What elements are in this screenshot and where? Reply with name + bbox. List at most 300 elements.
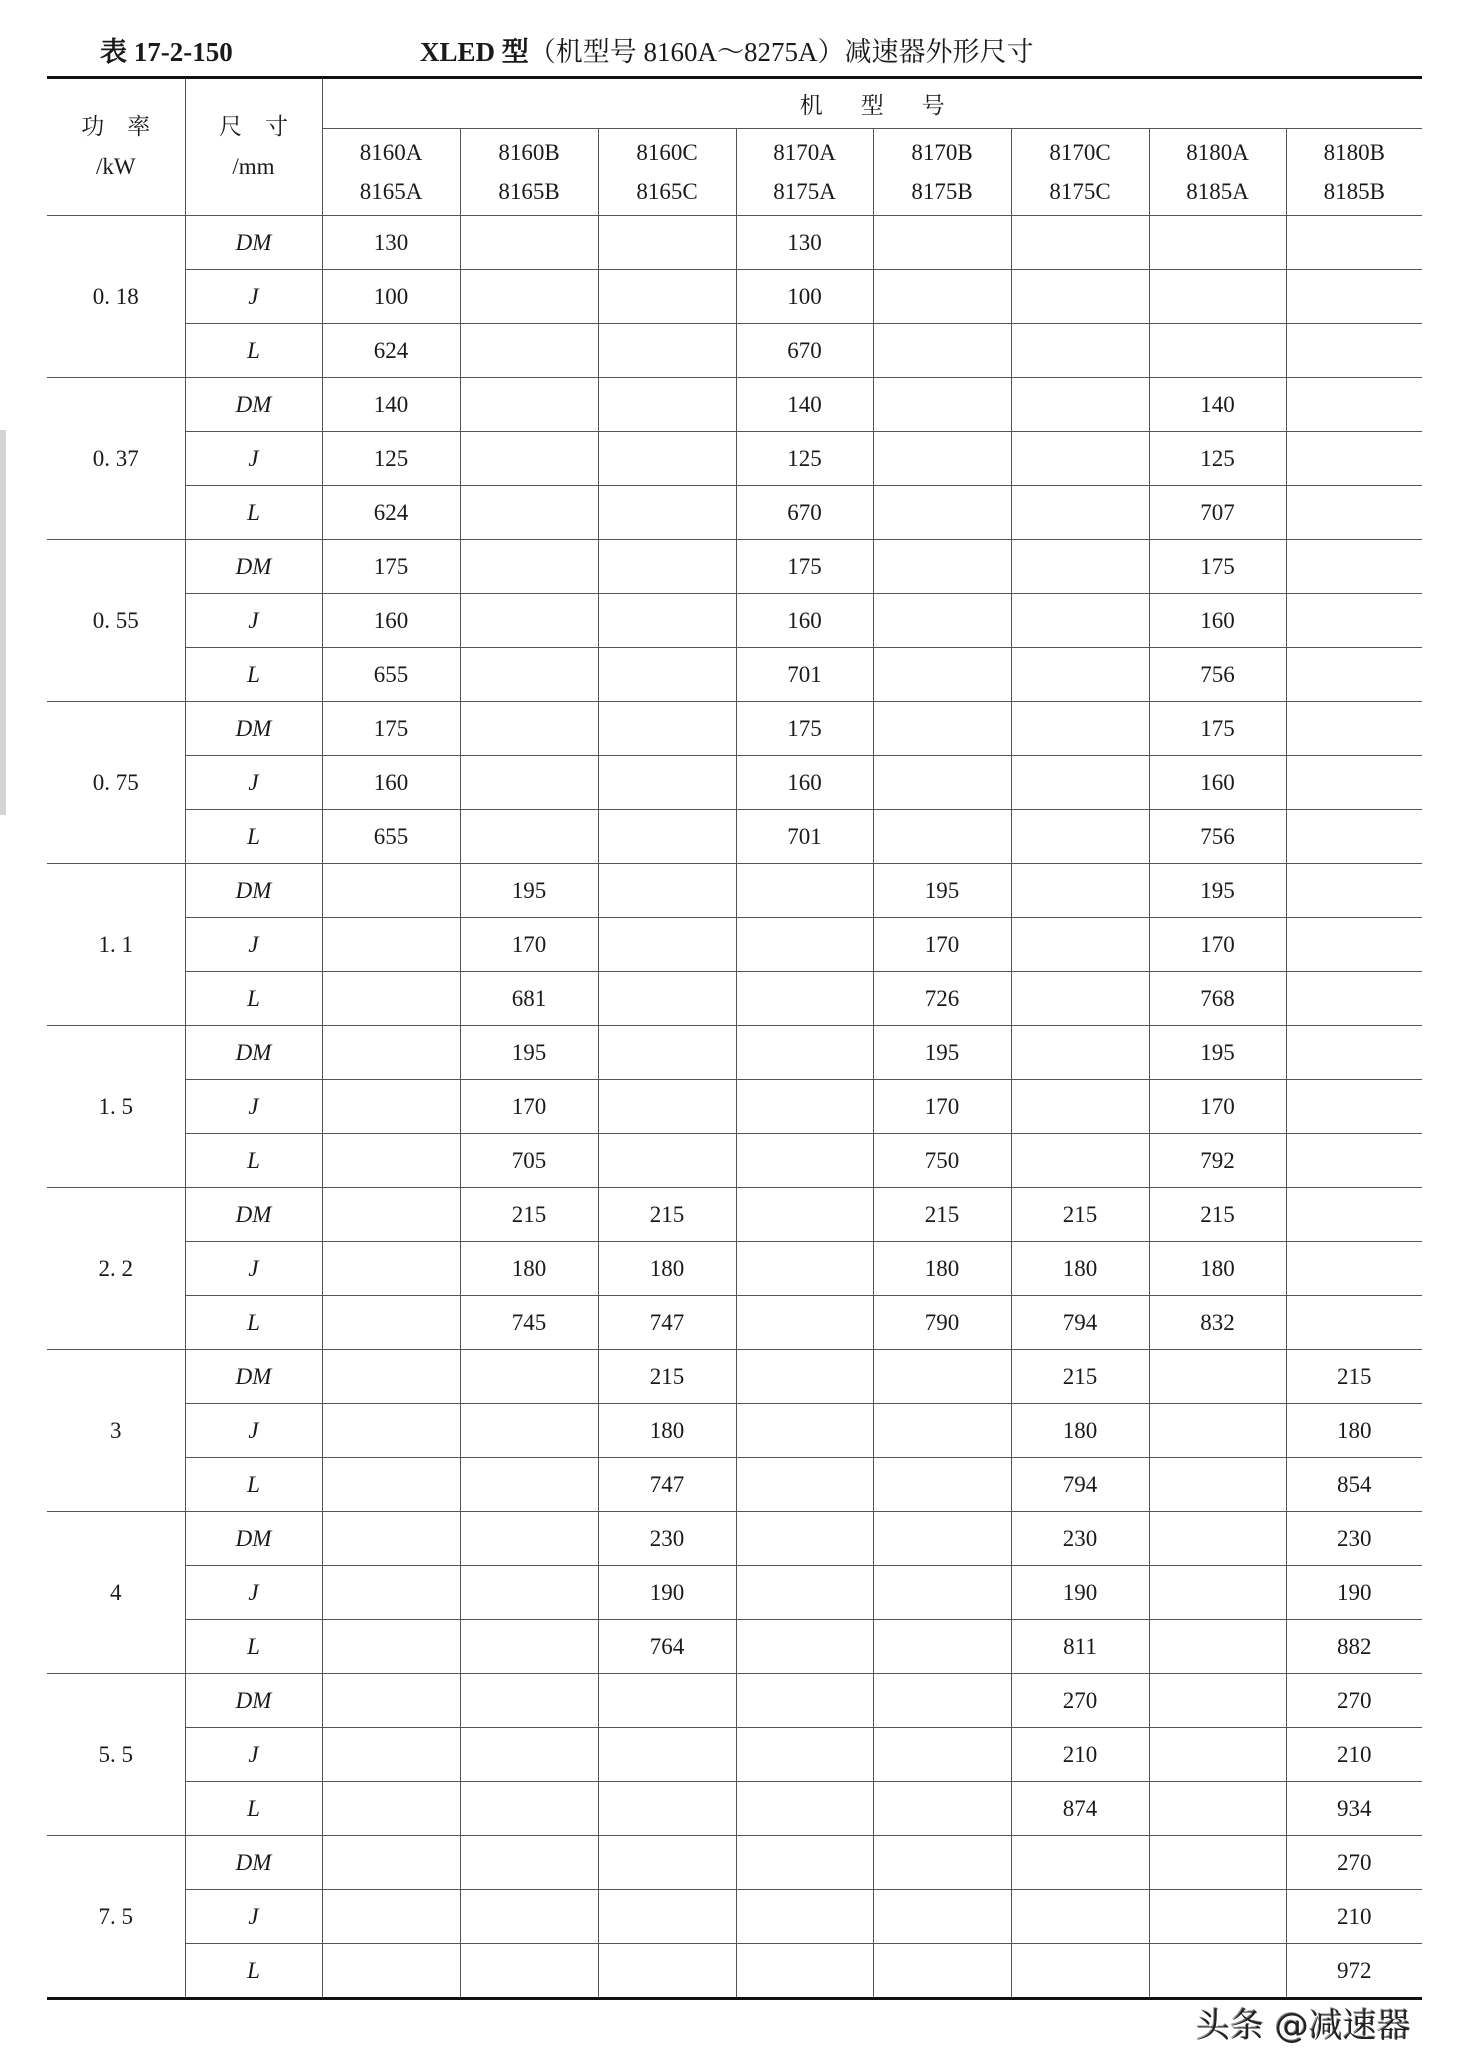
table-row xyxy=(47,810,1422,864)
value-cell: 624 xyxy=(322,486,460,540)
value-cell: 230 xyxy=(1286,1512,1422,1566)
value-cell: 100 xyxy=(736,270,873,324)
value-cell: 125 xyxy=(736,432,873,486)
value-cell: 701 xyxy=(736,810,873,864)
header-row-top xyxy=(47,78,1422,129)
value-cell: 195 xyxy=(460,864,598,918)
value-cell xyxy=(1149,216,1286,270)
table-row xyxy=(47,1620,1422,1674)
value-cell xyxy=(460,540,598,594)
value-cell: 180 xyxy=(460,1242,598,1296)
value-cell: 215 xyxy=(1011,1350,1149,1404)
value-cell xyxy=(736,1944,873,1999)
value-cell: 175 xyxy=(322,540,460,594)
value-cell xyxy=(1286,972,1422,1026)
value-cell xyxy=(1011,270,1149,324)
dimension-label-cell: J xyxy=(185,1566,322,1620)
value-cell xyxy=(736,864,873,918)
value-cell xyxy=(460,1404,598,1458)
value-cell: 160 xyxy=(322,756,460,810)
value-cell xyxy=(598,756,736,810)
dimension-label-cell: DM xyxy=(185,1350,322,1404)
value-cell: 707 xyxy=(1149,486,1286,540)
value-cell xyxy=(598,1080,736,1134)
table-row xyxy=(47,756,1422,810)
value-cell xyxy=(736,1296,873,1350)
value-cell: 180 xyxy=(873,1242,1011,1296)
value-cell xyxy=(598,864,736,918)
value-cell xyxy=(1011,216,1149,270)
dimension-label-cell: DM xyxy=(185,702,322,756)
table-row xyxy=(47,702,1422,756)
value-cell xyxy=(598,594,736,648)
value-cell xyxy=(598,972,736,1026)
value-cell: 624 xyxy=(322,324,460,378)
dimension-label-cell: L xyxy=(185,486,322,540)
value-cell xyxy=(873,810,1011,864)
value-cell: 190 xyxy=(598,1566,736,1620)
table-row xyxy=(47,864,1422,918)
value-cell: 160 xyxy=(736,594,873,648)
value-cell xyxy=(873,378,1011,432)
value-cell: 190 xyxy=(1286,1566,1422,1620)
dimension-label-cell: L xyxy=(185,1782,322,1836)
value-cell: 670 xyxy=(736,324,873,378)
value-cell xyxy=(873,1944,1011,1999)
value-cell: 756 xyxy=(1149,648,1286,702)
value-cell xyxy=(460,648,598,702)
value-cell xyxy=(460,216,598,270)
table-row xyxy=(47,1188,1422,1242)
value-cell xyxy=(460,1728,598,1782)
value-cell xyxy=(1286,378,1422,432)
value-cell: 745 xyxy=(460,1296,598,1350)
dimension-label-cell: J xyxy=(185,1080,322,1134)
value-cell xyxy=(1149,324,1286,378)
value-cell xyxy=(598,486,736,540)
value-cell xyxy=(1149,1782,1286,1836)
value-cell: 195 xyxy=(460,1026,598,1080)
table-row xyxy=(47,648,1422,702)
value-cell xyxy=(322,1404,460,1458)
value-cell xyxy=(1011,1944,1149,1999)
dimension-label-cell: DM xyxy=(185,1836,322,1890)
value-cell xyxy=(736,972,873,1026)
value-cell xyxy=(1286,648,1422,702)
value-cell xyxy=(1011,486,1149,540)
value-cell: 175 xyxy=(1149,702,1286,756)
value-cell xyxy=(322,1134,460,1188)
value-cell: 180 xyxy=(1149,1242,1286,1296)
value-cell xyxy=(322,1836,460,1890)
value-cell xyxy=(598,1890,736,1944)
dimension-label-cell: L xyxy=(185,1458,322,1512)
header-model-8170b: 8170B 8175B xyxy=(873,129,1011,216)
value-cell xyxy=(460,1890,598,1944)
header-model-8160a: 8160A 8165A xyxy=(322,129,460,216)
value-cell xyxy=(1149,1350,1286,1404)
value-cell: 705 xyxy=(460,1134,598,1188)
value-cell: 215 xyxy=(1286,1350,1422,1404)
value-cell xyxy=(598,1944,736,1999)
value-cell: 140 xyxy=(1149,378,1286,432)
value-cell: 140 xyxy=(736,378,873,432)
table-body xyxy=(47,216,1422,1999)
value-cell xyxy=(873,1566,1011,1620)
value-cell xyxy=(1286,702,1422,756)
table-row xyxy=(47,918,1422,972)
value-cell: 180 xyxy=(598,1404,736,1458)
dimension-table xyxy=(47,76,1422,2000)
value-cell: 160 xyxy=(322,594,460,648)
table-row xyxy=(47,540,1422,594)
value-cell xyxy=(873,648,1011,702)
dimension-label-cell: L xyxy=(185,1944,322,1999)
value-cell xyxy=(1011,1080,1149,1134)
power-cell: 0. 75 xyxy=(47,702,185,864)
dimension-label-cell: L xyxy=(185,324,322,378)
value-cell xyxy=(1286,486,1422,540)
value-cell xyxy=(1149,1836,1286,1890)
value-cell xyxy=(598,1674,736,1728)
value-cell: 190 xyxy=(1011,1566,1149,1620)
value-cell xyxy=(873,1458,1011,1512)
table-row xyxy=(47,216,1422,270)
table-row xyxy=(47,1242,1422,1296)
value-cell: 681 xyxy=(460,972,598,1026)
value-cell xyxy=(460,756,598,810)
value-cell xyxy=(873,216,1011,270)
value-cell xyxy=(460,486,598,540)
value-cell xyxy=(1011,378,1149,432)
value-cell xyxy=(1286,1080,1422,1134)
value-cell: 170 xyxy=(460,918,598,972)
value-cell: 175 xyxy=(736,540,873,594)
value-cell xyxy=(1286,1188,1422,1242)
value-cell: 811 xyxy=(1011,1620,1149,1674)
dimension-label-cell: L xyxy=(185,1134,322,1188)
value-cell xyxy=(1286,864,1422,918)
value-cell xyxy=(736,1890,873,1944)
value-cell xyxy=(598,1836,736,1890)
value-cell xyxy=(1286,1296,1422,1350)
value-cell xyxy=(322,1890,460,1944)
value-cell xyxy=(460,1512,598,1566)
table-row xyxy=(47,1728,1422,1782)
value-cell: 215 xyxy=(1149,1188,1286,1242)
value-cell: 160 xyxy=(736,756,873,810)
value-cell xyxy=(322,864,460,918)
value-cell xyxy=(1286,1242,1422,1296)
power-cell: 3 xyxy=(47,1350,185,1512)
value-cell xyxy=(1011,1134,1149,1188)
value-cell xyxy=(1011,918,1149,972)
value-cell xyxy=(873,1674,1011,1728)
value-cell xyxy=(736,1566,873,1620)
value-cell xyxy=(1286,324,1422,378)
dimension-label-cell: DM xyxy=(185,540,322,594)
header-model-8180b: 8180B 8185B xyxy=(1286,129,1422,216)
value-cell: 215 xyxy=(1011,1188,1149,1242)
value-cell xyxy=(1149,1458,1286,1512)
value-cell xyxy=(460,810,598,864)
value-cell xyxy=(1011,324,1149,378)
value-cell xyxy=(1011,1026,1149,1080)
value-cell: 130 xyxy=(322,216,460,270)
power-cell: 2. 2 xyxy=(47,1188,185,1350)
value-cell: 160 xyxy=(1149,594,1286,648)
value-cell xyxy=(873,594,1011,648)
value-cell: 768 xyxy=(1149,972,1286,1026)
table-row xyxy=(47,1836,1422,1890)
value-cell xyxy=(873,1782,1011,1836)
header-model-8180a: 8180A 8185A xyxy=(1149,129,1286,216)
value-cell: 180 xyxy=(1011,1404,1149,1458)
dimension-label-cell: L xyxy=(185,648,322,702)
header-dimension: 尺 寸 /mm xyxy=(185,78,322,216)
value-cell xyxy=(322,1458,460,1512)
value-cell xyxy=(736,1674,873,1728)
value-cell: 180 xyxy=(1286,1404,1422,1458)
value-cell: 972 xyxy=(1286,1944,1422,1999)
value-cell xyxy=(322,918,460,972)
dimension-label-cell: J xyxy=(185,1728,322,1782)
table-row xyxy=(47,1080,1422,1134)
table-row xyxy=(47,324,1422,378)
table-row xyxy=(47,1674,1422,1728)
value-cell: 215 xyxy=(598,1350,736,1404)
value-cell xyxy=(460,432,598,486)
value-cell: 792 xyxy=(1149,1134,1286,1188)
value-cell xyxy=(736,1620,873,1674)
value-cell xyxy=(736,1836,873,1890)
value-cell: 701 xyxy=(736,648,873,702)
table-row xyxy=(47,1404,1422,1458)
table-row xyxy=(47,270,1422,324)
value-cell: 180 xyxy=(598,1242,736,1296)
value-cell xyxy=(598,378,736,432)
value-cell: 180 xyxy=(1011,1242,1149,1296)
value-cell: 764 xyxy=(598,1620,736,1674)
value-cell: 160 xyxy=(1149,756,1286,810)
table-row xyxy=(47,432,1422,486)
value-cell: 125 xyxy=(1149,432,1286,486)
value-cell: 230 xyxy=(598,1512,736,1566)
value-cell: 195 xyxy=(1149,1026,1286,1080)
value-cell: 670 xyxy=(736,486,873,540)
value-cell xyxy=(1149,1728,1286,1782)
value-cell xyxy=(322,1296,460,1350)
value-cell xyxy=(736,1026,873,1080)
value-cell xyxy=(460,1782,598,1836)
value-cell xyxy=(322,1566,460,1620)
dimension-label-cell: J xyxy=(185,594,322,648)
value-cell: 130 xyxy=(736,216,873,270)
value-cell xyxy=(1011,1836,1149,1890)
value-cell: 210 xyxy=(1011,1728,1149,1782)
value-cell xyxy=(322,1944,460,1999)
value-cell xyxy=(873,270,1011,324)
power-cell: 4 xyxy=(47,1512,185,1674)
value-cell xyxy=(873,756,1011,810)
value-cell: 215 xyxy=(873,1188,1011,1242)
value-cell xyxy=(1286,1134,1422,1188)
caption-model: XLED 型 xyxy=(420,37,529,67)
value-cell: 832 xyxy=(1149,1296,1286,1350)
value-cell: 790 xyxy=(873,1296,1011,1350)
dimension-label-cell: J xyxy=(185,1242,322,1296)
dimension-label-cell: DM xyxy=(185,1512,322,1566)
dimension-label-cell: DM xyxy=(185,378,322,432)
value-cell xyxy=(1011,1890,1149,1944)
value-cell xyxy=(1011,540,1149,594)
value-cell xyxy=(873,1512,1011,1566)
value-cell: 794 xyxy=(1011,1458,1149,1512)
value-cell xyxy=(873,1890,1011,1944)
value-cell: 756 xyxy=(1149,810,1286,864)
value-cell: 195 xyxy=(873,864,1011,918)
value-cell xyxy=(873,486,1011,540)
value-cell xyxy=(598,1026,736,1080)
value-cell xyxy=(736,1350,873,1404)
value-cell xyxy=(460,1944,598,1999)
value-cell: 854 xyxy=(1286,1458,1422,1512)
value-cell xyxy=(460,1620,598,1674)
table-row xyxy=(47,1296,1422,1350)
table-number: 表 17-2-150 xyxy=(100,37,233,67)
value-cell: 270 xyxy=(1286,1674,1422,1728)
value-cell: 747 xyxy=(598,1296,736,1350)
table-caption xyxy=(420,30,1034,69)
table-row xyxy=(47,486,1422,540)
power-cell: 5. 5 xyxy=(47,1674,185,1836)
value-cell xyxy=(736,1782,873,1836)
value-cell: 726 xyxy=(873,972,1011,1026)
value-cell xyxy=(460,378,598,432)
value-cell xyxy=(460,1350,598,1404)
value-cell xyxy=(1286,540,1422,594)
dimension-label-cell: L xyxy=(185,972,322,1026)
scan-edge-artifact xyxy=(0,430,6,815)
value-cell: 655 xyxy=(322,810,460,864)
value-cell xyxy=(598,216,736,270)
value-cell xyxy=(1286,270,1422,324)
value-cell xyxy=(873,432,1011,486)
value-cell xyxy=(460,324,598,378)
value-cell xyxy=(322,1080,460,1134)
table-row xyxy=(47,1026,1422,1080)
value-cell xyxy=(1011,432,1149,486)
value-cell xyxy=(1011,702,1149,756)
value-cell xyxy=(322,1782,460,1836)
value-cell: 170 xyxy=(1149,1080,1286,1134)
power-cell: 1. 1 xyxy=(47,864,185,1026)
value-cell xyxy=(598,918,736,972)
value-cell: 934 xyxy=(1286,1782,1422,1836)
value-cell xyxy=(322,972,460,1026)
value-cell: 175 xyxy=(322,702,460,756)
value-cell: 195 xyxy=(1149,864,1286,918)
header-model-8160c: 8160C 8165C xyxy=(598,129,736,216)
table-row xyxy=(47,1512,1422,1566)
value-cell xyxy=(598,540,736,594)
value-cell: 170 xyxy=(1149,918,1286,972)
value-cell xyxy=(322,1350,460,1404)
value-cell xyxy=(873,1350,1011,1404)
table-row xyxy=(47,1566,1422,1620)
dimension-label-cell: DM xyxy=(185,864,322,918)
value-cell xyxy=(1149,1890,1286,1944)
value-cell: 270 xyxy=(1011,1674,1149,1728)
value-cell xyxy=(873,1836,1011,1890)
value-cell xyxy=(1149,1566,1286,1620)
table-row xyxy=(47,1134,1422,1188)
value-cell: 215 xyxy=(460,1188,598,1242)
dimension-label-cell: L xyxy=(185,1620,322,1674)
dimension-label-cell: J xyxy=(185,1890,322,1944)
value-cell xyxy=(1286,756,1422,810)
header-model-8170a: 8170A 8175A xyxy=(736,129,873,216)
value-cell xyxy=(1011,756,1149,810)
value-cell xyxy=(873,540,1011,594)
value-cell xyxy=(736,918,873,972)
dimension-label-cell: J xyxy=(185,432,322,486)
header-model-8170c: 8170C 8175C xyxy=(1011,129,1149,216)
dimension-label-cell: DM xyxy=(185,1026,322,1080)
value-cell xyxy=(1149,1512,1286,1566)
value-cell xyxy=(873,1404,1011,1458)
value-cell xyxy=(873,1728,1011,1782)
value-cell xyxy=(322,1512,460,1566)
value-cell: 170 xyxy=(873,918,1011,972)
value-cell: 125 xyxy=(322,432,460,486)
value-cell xyxy=(736,1404,873,1458)
value-cell: 882 xyxy=(1286,1620,1422,1674)
value-cell xyxy=(460,1458,598,1512)
value-cell xyxy=(873,324,1011,378)
value-cell: 230 xyxy=(1011,1512,1149,1566)
value-cell xyxy=(1149,270,1286,324)
power-cell: 0. 55 xyxy=(47,540,185,702)
value-cell xyxy=(460,1674,598,1728)
dimension-label-cell: J xyxy=(185,1404,322,1458)
value-cell xyxy=(1286,432,1422,486)
value-cell xyxy=(873,1620,1011,1674)
header-model-group: 机型号 xyxy=(322,78,1422,129)
power-cell: 0. 18 xyxy=(47,216,185,378)
value-cell: 270 xyxy=(1286,1836,1422,1890)
value-cell xyxy=(460,1836,598,1890)
dimension-label-cell: L xyxy=(185,1296,322,1350)
value-cell: 195 xyxy=(873,1026,1011,1080)
value-cell xyxy=(736,1134,873,1188)
value-cell: 140 xyxy=(322,378,460,432)
caption-text: （机型号 8160A～8275A）减速器外形尺寸 xyxy=(528,37,1034,67)
value-cell xyxy=(460,270,598,324)
value-cell xyxy=(322,1620,460,1674)
value-cell: 100 xyxy=(322,270,460,324)
value-cell xyxy=(598,1728,736,1782)
value-cell xyxy=(736,1242,873,1296)
value-cell xyxy=(1286,918,1422,972)
value-cell: 215 xyxy=(598,1188,736,1242)
value-cell: 175 xyxy=(1149,540,1286,594)
table-row xyxy=(47,378,1422,432)
table-row xyxy=(47,594,1422,648)
value-cell xyxy=(598,648,736,702)
value-cell xyxy=(1286,594,1422,648)
value-cell xyxy=(322,1674,460,1728)
